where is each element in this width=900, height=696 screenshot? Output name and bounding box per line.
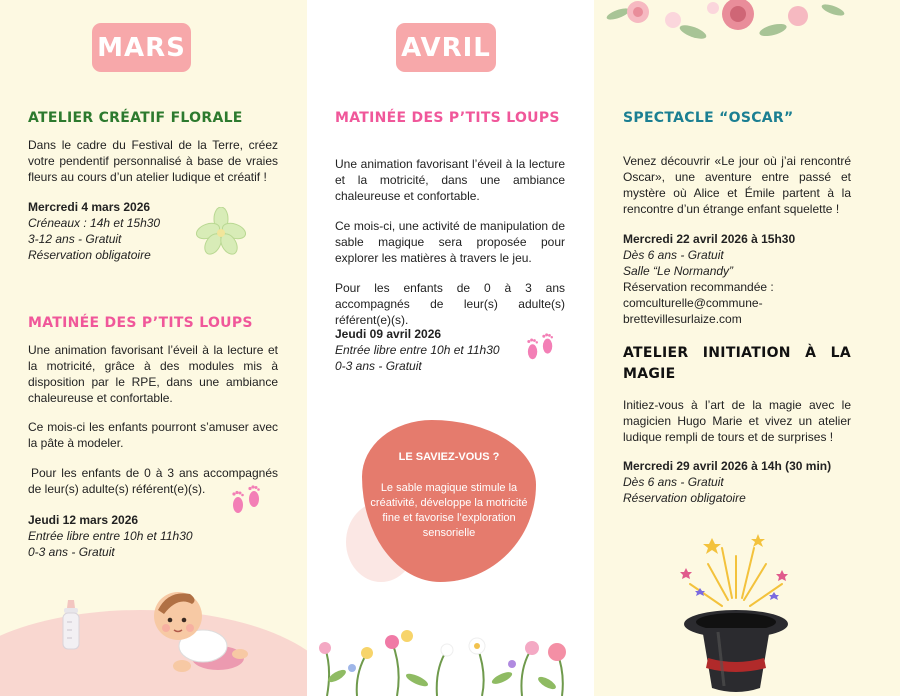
oscar-ages: Dès 6 ans - Gratuit: [623, 248, 724, 262]
march-column: [0, 0, 307, 696]
loups-april-audience: Pour les enfants de 0 à 3 ans accompagnés de leur(s) adulte(s) référent(e)(s).: [335, 281, 565, 327]
oscar-venue: Salle “Le Normandy”: [623, 264, 734, 278]
magic-title-line1: ATELIER INITIATION À LA: [623, 345, 851, 361]
loups-march-audience: Pour les enfants de 0 à 3 ans accompagnés de leur(s) adulte(s) référent(e)(s).: [28, 466, 278, 496]
atelier-floral-booking: Réservation obligatoire: [28, 248, 151, 262]
roses-garland-illustration: [598, 0, 848, 50]
loups-march-date: Jeudi 12 mars 2026: [28, 513, 139, 527]
loups-march-title: MATINÉE DES P’TITS LOUPS: [28, 315, 253, 331]
wildflowers-illustration: [307, 628, 594, 696]
baby-illustration: [148, 588, 253, 678]
oscar-description: Venez découvrir «Le jour où j’ai rencontré Oscar», une aventure entre passé et mystère où Alice et Émile partent à la rencontre d’un étrange enfant squelette !: [623, 154, 851, 216]
magic-date: Mercredi 29 avril 2026 à 14h (30 min): [623, 459, 832, 473]
atelier-floral-date: Mercredi 4 mars 2026: [28, 200, 151, 214]
month-label-march: MARS: [92, 23, 191, 72]
loups-april-activity: Ce mois-ci, une activité de manipulation de sable magique sera proposée pour explorer les matières à travers le jeu.: [335, 219, 565, 265]
oscar-booking: Réservation recommandée :: [623, 280, 774, 294]
month-label-april: AVRIL: [396, 23, 496, 72]
magic-info: [623, 458, 853, 506]
oscar-info: [623, 231, 853, 327]
loups-april-title: MATINÉE DES P’TITS LOUPS: [335, 110, 560, 126]
loups-april-date: Jeudi 09 avril 2026: [335, 327, 442, 341]
oscar-email-line1: comculturelle@commune-: [623, 296, 763, 310]
atelier-floral-title: ATELIER CRÉATIF FLORALE: [28, 110, 243, 126]
magic-title-line2: MAGIE: [623, 366, 676, 382]
loups-march-info: [28, 512, 228, 560]
magic-booking: Réservation obligatoire: [623, 491, 746, 505]
loups-april-ages: 0-3 ans - Gratuit: [335, 359, 422, 373]
flower-icon: [196, 207, 246, 255]
oscar-email-line2: brettevillesurlaize.com: [623, 312, 742, 326]
atelier-floral-description: Dans le cadre du Festival de la Terre, créez votre pendentif personnalisé à base de vraies fleurs au cours d’un atelier ludique et créatif !: [28, 138, 278, 184]
baby-footprints-icon: [229, 485, 265, 517]
loups-april-description: Une animation favorisant l’éveil à la lecture et la motricité, dans une ambiance chaleureuse et confortable.: [335, 157, 565, 203]
loups-april-entry: Entrée libre entre 10h et 11h30: [335, 343, 500, 357]
atelier-floral-ages: 3-12 ans - Gratuit: [28, 232, 122, 246]
loups-april-info: [335, 326, 535, 374]
baby-bottle-icon: [58, 598, 84, 654]
loups-march-description: Une animation favorisant l’éveil à la lecture et la motricité, grâce à des modules mis à disposition par le RPE, dans une ambiance chaleureuse et confortable.: [28, 343, 278, 405]
magic-description: Initiez-vous à l’art de la magie avec le magicien Hugo Marie et vivez un atelier ludique rempli de tours et de surprises !: [623, 398, 851, 444]
oscar-date: Mercredi 22 avril 2026 à 15h30: [623, 232, 796, 246]
did-you-know-title: LE SAVIEZ-VOUS ?: [398, 451, 500, 463]
loups-march-entry: Entrée libre entre 10h et 11h30: [28, 529, 193, 543]
atelier-floral-times: Créneaux : 14h et 15h30: [28, 216, 161, 230]
oscar-title: SPECTACLE “OSCAR”: [623, 110, 794, 126]
loups-march-activity: Ce mois-ci les enfants pourront s’amuser avec la pâte à modeler.: [28, 420, 278, 450]
did-you-know-text: Le sable magique stimule la créativité, développe la motricité fine et favorise l’exploration sensorielle: [370, 482, 528, 539]
magic-hat-illustration: [672, 528, 802, 696]
loups-march-ages: 0-3 ans - Gratuit: [28, 545, 115, 559]
baby-footprints-icon: [524, 333, 558, 363]
magic-ages: Dès 6 ans - Gratuit: [623, 475, 724, 489]
